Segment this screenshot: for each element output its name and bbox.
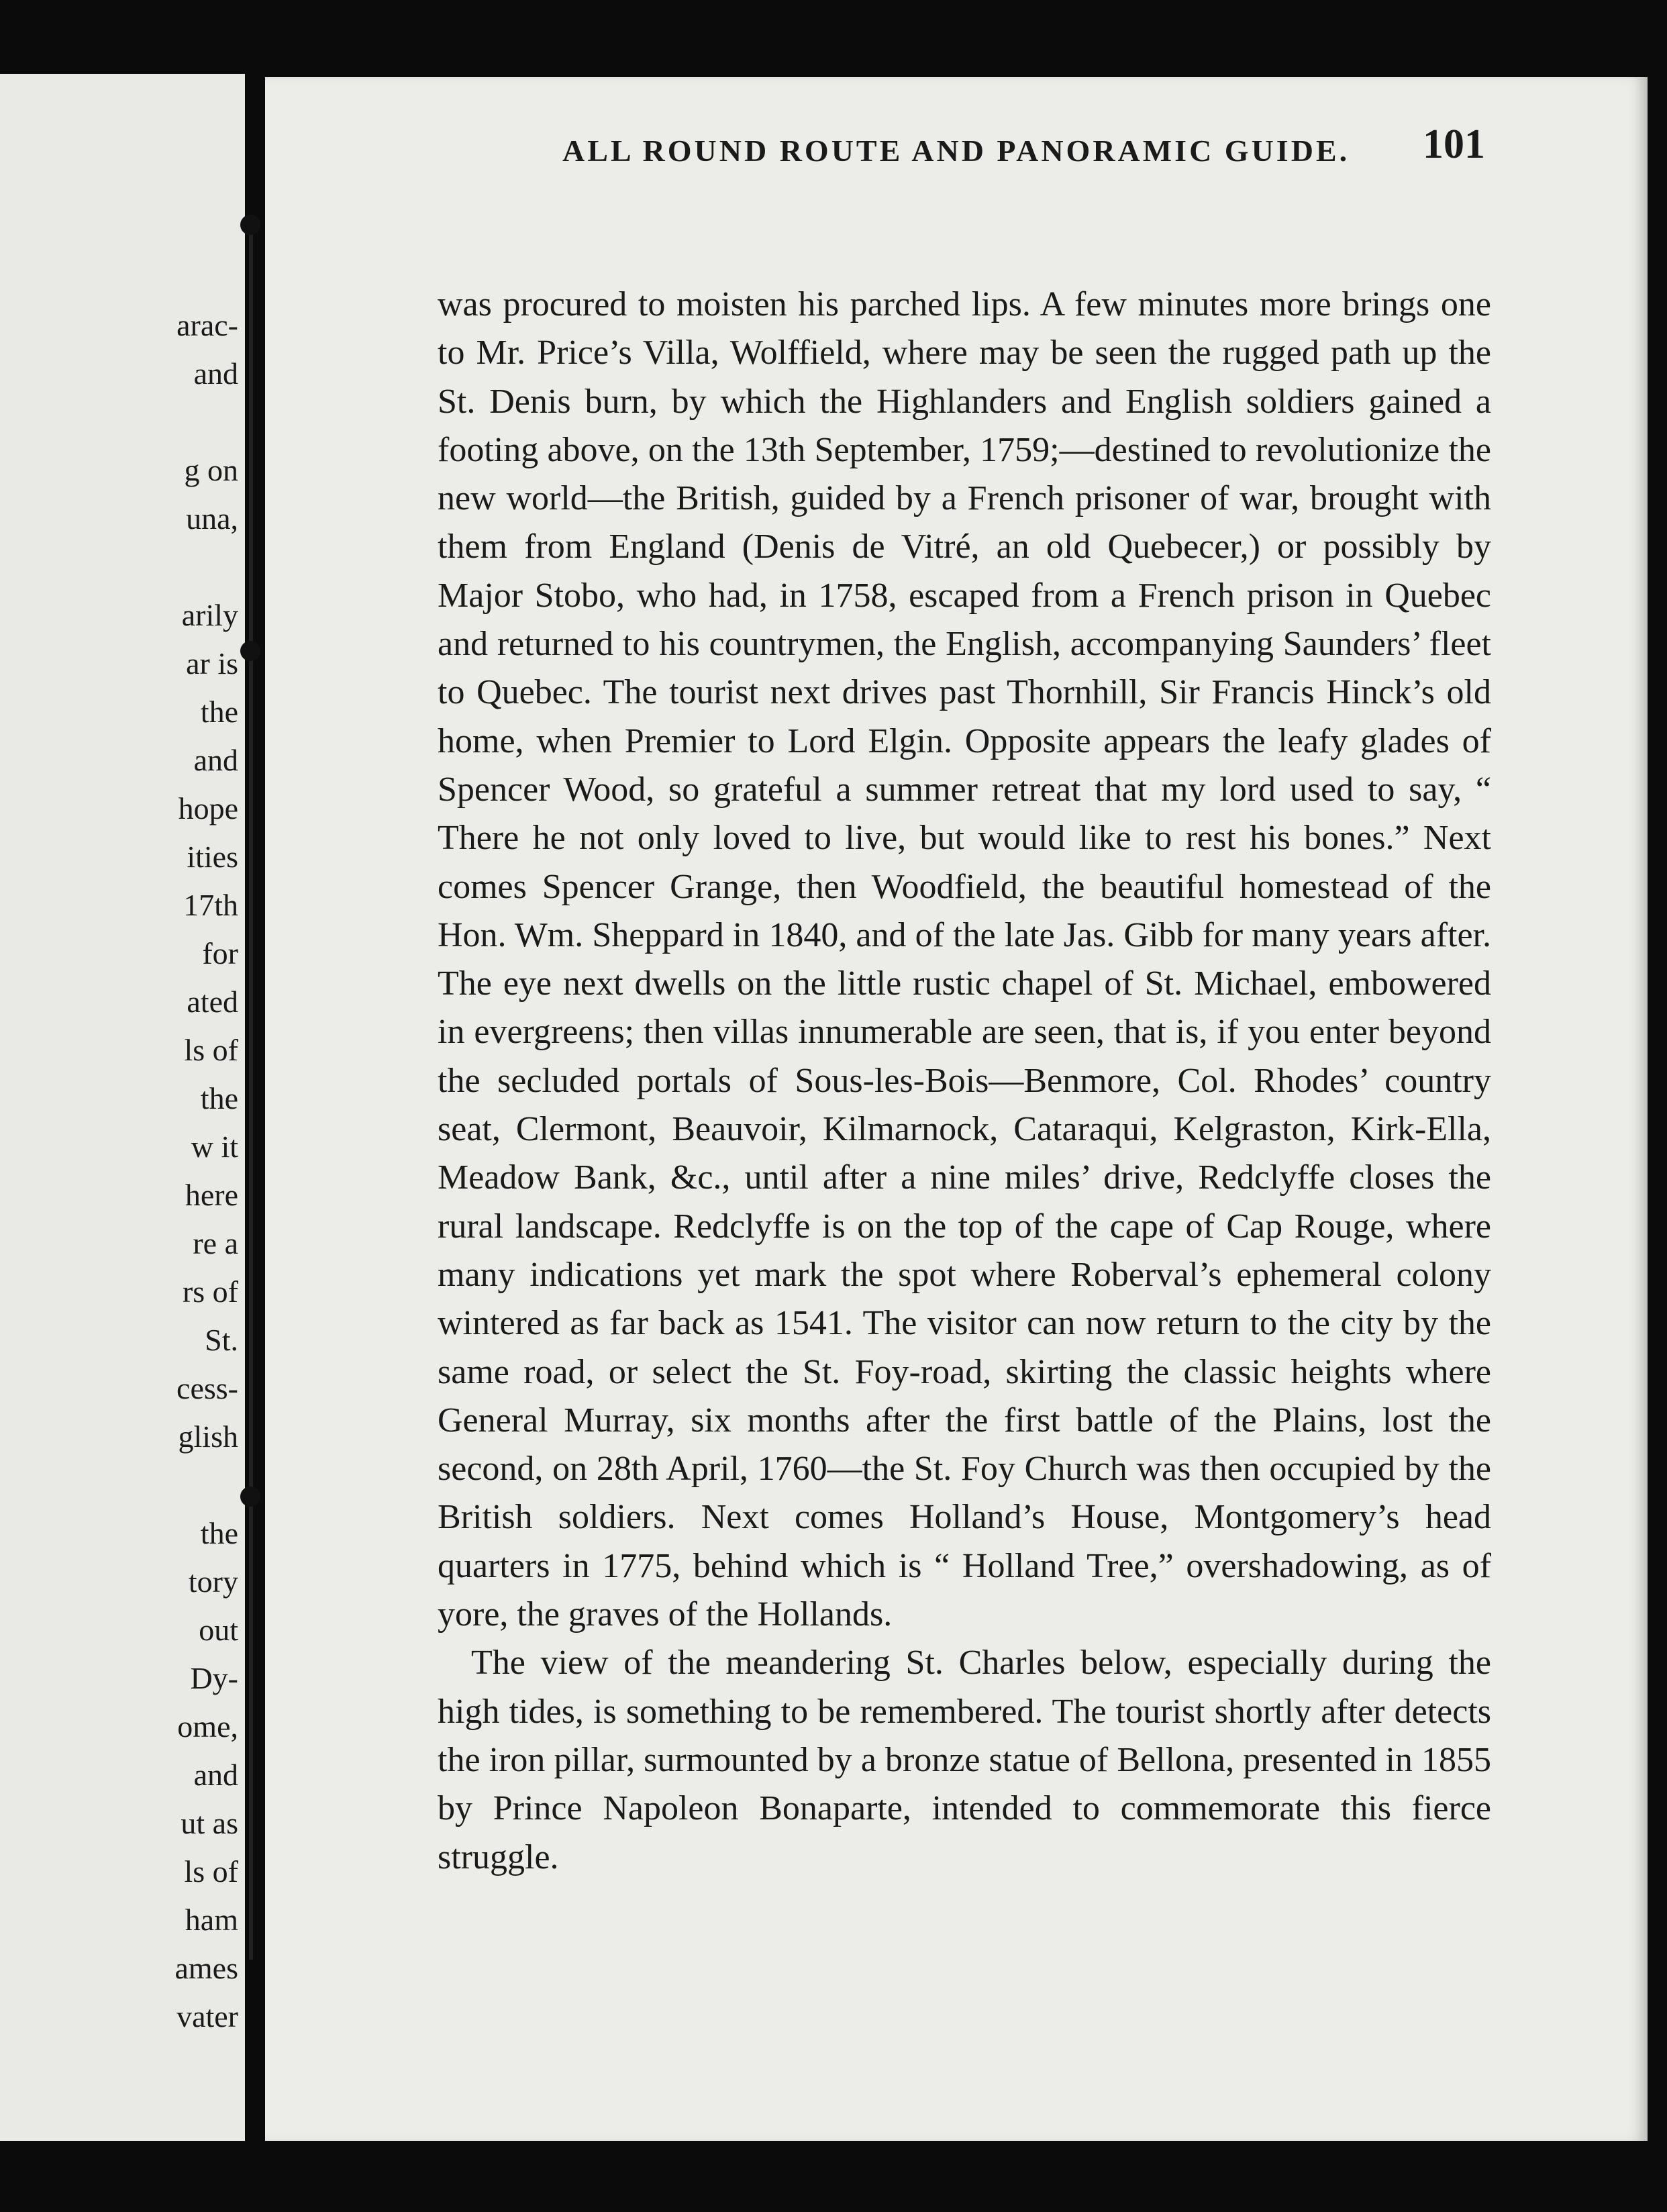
- book-gutter: [245, 0, 265, 2212]
- facing-page-text-fragment: ls of: [184, 1854, 238, 1889]
- facing-page-text-fragment: vater: [176, 1999, 238, 2033]
- binding-knot: [240, 1487, 260, 1507]
- facing-page-text-fragment: and: [193, 356, 238, 391]
- page-body: [438, 281, 1491, 1882]
- facing-page-text-fragment: ities: [187, 840, 238, 874]
- facing-page-text-fragment: ames: [174, 1951, 238, 1985]
- facing-page-text-fragment: ut as: [181, 1806, 238, 1840]
- facing-page-text-fragment: 17th: [183, 888, 238, 922]
- facing-page-text-fragment: and: [193, 743, 238, 777]
- facing-page-text-fragment: cess-: [176, 1371, 238, 1405]
- facing-page-text-fragment: the: [200, 695, 238, 729]
- facing-page-text-fragment: w it: [191, 1129, 238, 1164]
- facing-page-text-fragment: hope: [178, 791, 238, 825]
- binding-thread: [249, 215, 253, 1960]
- paragraph: was procured to moisten his parched lips. A few minutes more brings one to Mr. Price’s Villa, Wolffield, where may be seen the rugged path up the St. Denis burn, by which the Highlanders and English soldiers gained a footing above, on the 13th September, 1759;—destined to revolutionize the new world—the British, guided by a French prisoner of war, brought with them from England (Denis de Vitré, an old Quebecer,) or possibly by Major Stobo, who had, in 1758, escaped from a French prison in Quebec and returned to his countrymen, the English, accompanying Saunders’ fleet to Quebec. The tourist next drives past Thornhill, Sir Francis Hinck’s old home, when Premier to Lord Elgin. Opposite appears the leafy glades of Spencer Wood, so grateful a summer retreat that my lord used to say, “ There he not only loved to live, but would like to rest his bones.” Next comes Spencer Grange, then Woodfield, the beautiful homestead of the Hon. Wm. Sheppard in 1840, and of the late Jas. Gibb for many years after. The eye next dwells on the little rustic chapel of St. Michael, embowered in evergreens; then villas innumerable are seen, that is, if you enter beyond the secluded portals of Sous-les-Bois—Benmore, Col. Rhodes’ country seat, Clermont, Beauvoir, Kilmarnock, Cataraqui, Kelgraston, Kirk-Ella, Meadow Bank, &c., until after a nine miles’ drive, Redclyffe closes the rural landscape. Redclyffe is on the top of the cape of Cap Rouge, where many indications yet mark the spot where Roberval’s ephemeral colony wintered as far back as 1541. The visitor can now return to the city by the same road, or select the St. Foy-road, skirting the classic heights where General Murray, six months after the first battle of the Plains, lost the second, on 28th April, 1760—the St. Foy Church was then occupied by the British soldiers. Next comes Holland’s House, Montgomery’s head quarters in 1775, behind which is “ Holland Tree,” overshadowing, as of yore, the graves of the Hollands.: [438, 285, 1491, 1634]
- facing-page-fragment: [0, 74, 245, 2141]
- running-head: ALL ROUND ROUTE AND PANORAMIC GUIDE.: [562, 134, 1350, 168]
- facing-page-text-fragment: ome,: [177, 1709, 238, 1744]
- facing-page-text-fragment: re a: [193, 1226, 238, 1260]
- facing-page-text-fragment: out: [199, 1613, 238, 1647]
- facing-page-text-fragment: tory: [188, 1564, 238, 1599]
- facing-page-text-fragment: ham: [185, 1903, 238, 1937]
- facing-page-text-fragment: una,: [186, 501, 238, 536]
- facing-page-text-fragment: g on: [184, 453, 238, 487]
- facing-page-text-fragment: St.: [205, 1323, 238, 1357]
- facing-page-text-fragment: Dy-: [190, 1661, 238, 1695]
- facing-page-text-fragment: arily: [181, 598, 238, 632]
- facing-page-text-fragment: ar is: [186, 646, 238, 681]
- binding-knot: [240, 215, 260, 235]
- facing-page-text-fragment: here: [185, 1178, 238, 1212]
- facing-page-text-fragment: for: [202, 936, 238, 970]
- paragraph: The view of the meandering St. Charles below, especially during the high tides, is something to be remembered. The tourist shortly after detects the iron pillar, surmounted by a bronze statue of Bellona, presented in 1855 by Prince Napoleon Bonaparte, intended to commemorate this fierce struggle.: [438, 1644, 1491, 1876]
- facing-page-text-fragment: arac-: [176, 308, 238, 342]
- facing-page-text-fragment: ls of: [184, 1033, 238, 1067]
- facing-page-text-fragment: and: [193, 1758, 238, 1792]
- facing-page-text-fragment: the: [200, 1081, 238, 1115]
- binding-knot: [240, 641, 260, 661]
- page-number: 101: [1423, 121, 1485, 167]
- facing-page-text-fragment: the: [200, 1516, 238, 1550]
- facing-page-text-fragment: rs of: [182, 1274, 238, 1309]
- facing-page-text-fragment: glish: [178, 1419, 238, 1454]
- facing-page-text-fragment: ated: [187, 985, 238, 1019]
